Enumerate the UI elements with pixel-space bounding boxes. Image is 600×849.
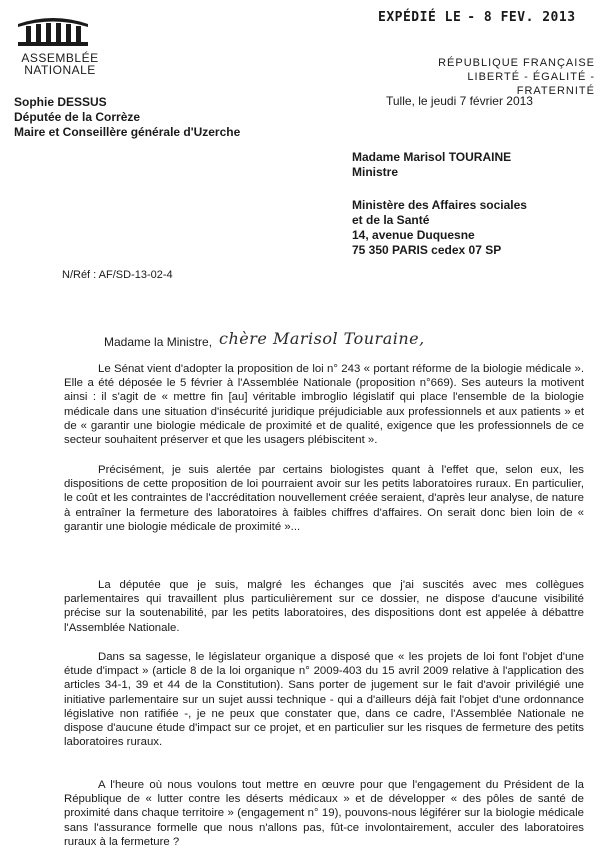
republic-line2: LIBERTÉ - ÉGALITÉ - FRATERNITÉ (467, 71, 595, 97)
paragraph-1: Le Sénat vient d'adopter la proposition de loi n° 243 « portant réforme de la biologie médicale ». Elle a été déposée le 5 février à l'Assemblée Nationale (proposition n°669). Ses auteurs la motivent ainsi : il s'agit de « mettre fin [au] véritable imbroglio législatif qui place l'ensemble de la biologie médicale dans une situation d'insécurité juridique préjudiciable aux professionnels et aux patients » et de « garantir une biologie médicale de proximité et de qualité, exigence que les professionnels de ce secteur souhaitent préserver et que les usagers plébiscitent ». (64, 363, 584, 447)
paragraph-3: La députée que je suis, malgré les échanges que j'ai suscités avec mes collègues parlementaires qui travaillent plus particulièrement sur ce dossier, ne dispose d'aucune visibilité précise sur la soutenabilité, par les petits laboratoires, des dispositions dont est appelée à débattre l'Assemblée Nationale. (64, 579, 584, 634)
assemblee-nationale-logo-icon (14, 10, 92, 50)
sender-role: Maire et Conseillère générale d'Uzerche (14, 125, 241, 139)
paragraph-4: Dans sa sagesse, le législateur organique a disposé que « les projets de loi font l'objet d'une étude d'impact » (article 8 de la loi organique n° 2009-403 du 15 avril 2009 relative à l'application des articles 34-1, 39 et 44 de la Constitution). Sans porter de jugement sur le fait d'avoir privilégié une initiative parlementaire sur un sujet aussi technique - qui a d'ailleurs déjà fait l'objet d'une ordonnance législative non ratifiée -, je ne peux que constater que, dans ce cadre, l'Assemblée Nationale ne dispose d'aucune étude d'impact sur ce projet, et en particulier sur les risques de fermeture des petits laboratoires ruraux. (64, 651, 584, 749)
address-line1: 14, avenue Duquesne (352, 228, 475, 242)
address-line2: 75 350 PARIS cedex 07 SP (352, 243, 502, 257)
sender-name: Sophie DESSUS (14, 95, 107, 109)
republic-motto (390, 56, 595, 98)
stamp-label: EXPÉDIÉ LE (378, 10, 462, 25)
stamp-date: - 8 FEV. 2013 (467, 10, 576, 25)
republic-line1: RÉPUBLIQUE FRANÇAISE (438, 57, 595, 69)
salutation: Madame la Ministre, (104, 335, 213, 349)
recipient-title: Ministre (352, 165, 399, 179)
institution-line2: NATIONALE (24, 63, 96, 77)
paragraph-2: Précisément, je suis alertée par certains biologistes quant à l'effet que, selon eux, les dispositions de cette proposition de loi pourraient avoir sur les petits laboratoires ruraux. En particulier, le coût et les contraintes de l'accréditation nouvellement créée seraient, d'après leur analyse, de nature à entraîner la fermeture des laboratoires à faibles chiffres d'affaires. On serait donc bien loin de « garantir une biologie médicale de proximité »... (64, 464, 584, 533)
institution-line1: ASSEMBLÉE (21, 51, 99, 65)
ministry-line1: Ministère des Affaires sociales (352, 198, 527, 212)
dispatch-stamp (378, 10, 593, 25)
paragraph-5: A l'heure où nous voulons tout mettre en œuvre pour que l'engagement du Président de la République de « lutter contre les déserts médicaux » et de développer « des pôles de santé de proximité dans chaque territoire » (engagement n° 19), pouvons-nous légiférer sur la biologie médicale sans l'assurance formelle que nous n'allons pas, fût-ce involontairement, acculer des laboratoires ruraux à la fermeture ? (64, 779, 584, 848)
letter-date: Tulle, le jeudi 7 février 2013 (386, 94, 533, 108)
ministry-line2: et de la Santé (352, 213, 430, 227)
sender-title: Députée de la Corrèze (14, 110, 141, 124)
reference-number: N/Réf : AF/SD-13-02-4 (62, 269, 173, 281)
institution-name (10, 52, 110, 76)
sender-block (14, 95, 240, 140)
recipient-name: Madame Marisol TOURAINE (352, 150, 512, 164)
handwritten-note: chère Marisol Touraine, (219, 329, 425, 348)
recipient-block (352, 150, 527, 258)
